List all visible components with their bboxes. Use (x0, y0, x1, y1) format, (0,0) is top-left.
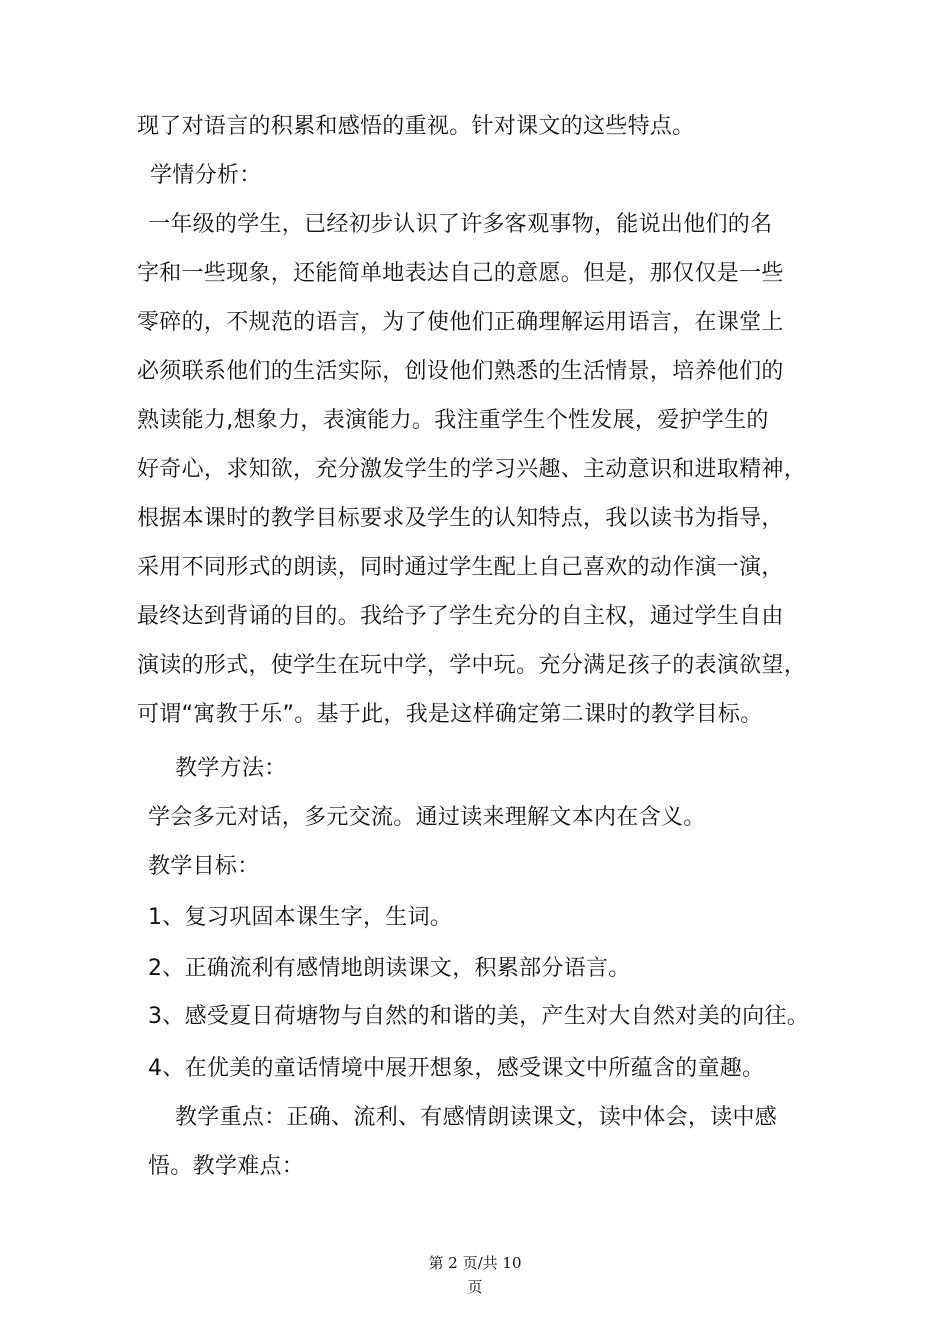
paragraph-line: 字和一些现象，还能简单地表达自己的意愿。但是，那仅仅是一些 (137, 261, 784, 286)
page-number: 第 2 页/共 10 (428, 1254, 522, 1272)
section-heading-key-points: 教学重点：正确、流利、有感情朗读课文，读中体会，读中感 (175, 1105, 778, 1130)
page-number-continued: 页 (467, 1278, 483, 1296)
paragraph-line: 最终达到背诵的目的。我给予了学生充分的自主权，通过学生自由 (137, 604, 784, 629)
paragraph-line: 零碎的，不规范的语言，为了使他们正确理解运用语言，在课堂上 (137, 310, 784, 335)
paragraph-line: 现了对语言的积累和感悟的重视。针对课文的这些特点。 (137, 114, 695, 139)
paragraph-line: 学会多元对话，多元交流。通过读来理解文本内在含义。 (148, 805, 706, 830)
goal-list-item: 1、复习巩固本课生字，生词。 (148, 905, 453, 930)
paragraph-line: 悟。教学难点： (148, 1154, 305, 1179)
goal-list-item: 4、在优美的童话情境中展开想象，感受课文中所蕴含的童趣。 (148, 1056, 765, 1081)
paragraph-line: 熟读能力,想象力，表演能力。我注重学生个性发展，爱护学生的 (137, 408, 769, 433)
paragraph-line: 好奇心，求知欲，充分激发学生的学习兴趣、主动意识和进取精神， (137, 457, 807, 482)
paragraph-line: 一年级的学生，已经初步认识了许多客观事物，能说出他们的名 (148, 212, 773, 237)
paragraph-line: 可谓“寓教于乐”。基于此，我是这样确定第二课时的教学目标。 (137, 702, 763, 727)
paragraph-line: 必须联系他们的生活实际，创设他们熟悉的生活情景，培养他们的 (137, 359, 784, 384)
paragraph-line: 演读的形式，使学生在玩中学，学中玩。充分满足孩子的表演欲望， (137, 653, 807, 678)
section-heading-teaching-method: 教学方法： (175, 756, 287, 781)
paragraph-line: 根据本课时的教学目标要求及学生的认知特点，我以读书为指导， (137, 506, 784, 531)
section-heading-teaching-goals: 教学目标： (148, 854, 260, 879)
goal-list-item: 3、感受夏日荷塘物与自然的和谐的美，产生对大自然对美的向往。 (148, 1004, 809, 1029)
goal-list-item: 2、正确流利有感情地朗读课文，积累部分语言。 (148, 956, 631, 981)
paragraph-line: 采用不同形式的朗读，同时通过学生配上自己喜欢的动作演一演， (137, 555, 784, 580)
section-heading-learning-analysis: 学情分析： (150, 163, 262, 188)
